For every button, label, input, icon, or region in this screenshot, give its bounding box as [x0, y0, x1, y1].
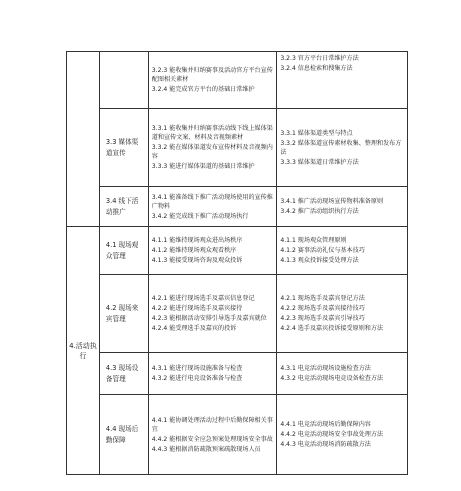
knowledge-item: 4.2.3 现场选手及嘉宾引导技巧 — [280, 315, 365, 322]
skills-cell — [148, 275, 277, 353]
knowledge-item: 4.2.2 现场选手及嘉宾接待技巧 — [280, 305, 365, 312]
knowledge-cell — [277, 275, 408, 353]
skill-item: 3.4.2 能完成线下推广活动现场执行 — [151, 212, 249, 220]
subcategory-cell: 4.2 现场来宾管理 — [99, 275, 148, 353]
subcategory-cell: 4.4 现场后勤保障 — [99, 395, 148, 475]
skills-cell — [148, 353, 277, 395]
skills-cell — [148, 395, 277, 475]
skill-item: 4.3.1 能进行现场设施准备与检查 — [151, 365, 243, 372]
subcategory-cell: 4.3 现场设备管理 — [99, 353, 148, 395]
subcategory-cell: 3.4 线下活动推广 — [99, 187, 148, 227]
skill-item: 4.3.2 能进行电竞设备准备与检查 — [151, 375, 243, 382]
table-row — [67, 109, 408, 187]
knowledge-item: 4.4.1 电竞活动现场后勤保障内容 — [280, 421, 371, 428]
skill-item: 4.4.3 能根据消防疏散预案疏散现场人员 — [151, 445, 261, 453]
skill-item: 3.2.3 能收集并归纳赛事及活动官方平台宣传配图相关素材 — [151, 67, 273, 83]
knowledge-item: 4.2.4 选手及嘉宾投诉接受原则和方法 — [280, 325, 384, 332]
skill-item: 4.2.2 能进行现场选手及嘉宾接待 — [151, 305, 243, 312]
skill-item: 3.3.3 能进行媒体渠道的基础日常维护 — [151, 163, 255, 170]
knowledge-item: 4.1.2 赛事活动礼仪与基本技巧 — [280, 247, 365, 254]
table-row — [67, 353, 408, 395]
knowledge-cell — [277, 395, 408, 475]
skill-item: 4.1.3 能接受现场咨询及观众投诉 — [151, 257, 243, 264]
knowledge-item: 4.3.1 电竞活动现场设施检查方法 — [280, 365, 371, 372]
subcategory-cell: 4.1 现场观众管理 — [99, 227, 148, 275]
table-row — [67, 227, 408, 275]
skills-cell — [148, 109, 277, 187]
skill-item: 4.1.1 能维持现场观众进出场秩序 — [151, 237, 243, 244]
skill-item: 4.4.1 能协调处理活动过程中后勤保障相关事宜 — [151, 416, 273, 433]
skills-cell — [148, 187, 277, 227]
table-row — [67, 395, 408, 475]
category-cell: 4.活动执行 — [67, 227, 100, 475]
competency-table — [66, 51, 408, 475]
knowledge-item: 3.4.1 推广活动现场宣传物料准备原则 — [280, 198, 384, 205]
knowledge-item: 3.3.1 媒体渠道类型与特点 — [280, 129, 353, 137]
knowledge-cell — [277, 227, 408, 275]
knowledge-item: 3.4.2 推广活动组织执行方法 — [280, 208, 359, 215]
knowledge-item: 4.4.3 电竞活动现场消防疏散方法 — [280, 441, 371, 448]
knowledge-item: 4.1.1 现场观众管理原则 — [280, 237, 347, 244]
category-cell-empty — [67, 52, 100, 227]
skills-cell — [148, 52, 277, 109]
subcategory-cell — [99, 52, 148, 109]
knowledge-item: 3.3.2 媒体渠道宣传素材收集、整理和发布方法 — [280, 139, 402, 156]
subcategory-cell: 3.3 媒体渠道宣传 — [99, 109, 148, 187]
knowledge-cell — [277, 353, 408, 395]
skill-item: 3.3.1 能收集并归纳赛事活动线下线上媒体渠道和宣传文案、材料及音视频素材 — [151, 125, 273, 141]
skill-item: 4.1.2 能维持现场观众观看秩序 — [151, 247, 237, 254]
skill-item: 3.4.1 能准备线下推广活动现场使用的宣传推广物料 — [151, 193, 273, 210]
knowledge-item: 3.2.4 信息检索和搜集方法 — [280, 64, 353, 72]
knowledge-item: 4.1.3 观众投诉接受处理方法 — [280, 257, 359, 264]
skill-item: 4.2.4 能受理选手及嘉宾的投诉 — [151, 325, 237, 332]
knowledge-item: 4.3.2 电竞活动现场电竞设备检查方法 — [280, 375, 384, 382]
knowledge-cell — [277, 52, 408, 109]
knowledge-item: 3.2.3 官方平台日常维护方法 — [280, 54, 359, 62]
skill-item: 3.3.2 能在媒体渠道发布宣传材料及音视频内容 — [151, 144, 273, 160]
skill-item: 3.2.4 能完成官方平台的基础日常维护 — [151, 86, 255, 93]
skills-cell — [148, 227, 277, 275]
skill-item: 4.2.3 能根据活动安排引导选手及嘉宾就位 — [151, 315, 267, 322]
knowledge-cell — [277, 187, 408, 227]
skill-item: 4.4.2 能根据安全应急预案处理现场安全事故 — [151, 435, 273, 443]
skill-item: 4.2.1 能进行现场选手及嘉宾信息登记 — [151, 295, 255, 302]
knowledge-cell — [277, 109, 408, 187]
knowledge-item: 4.4.2 电竞活动现场安全事故处理方法 — [280, 431, 384, 438]
table-row — [67, 275, 408, 353]
knowledge-item: 3.3.3 媒体渠道日常维护方法 — [280, 158, 359, 166]
knowledge-item: 4.2.1 现场选手及嘉宾登记方法 — [280, 295, 365, 302]
table-row — [67, 52, 408, 109]
table-row — [67, 187, 408, 227]
